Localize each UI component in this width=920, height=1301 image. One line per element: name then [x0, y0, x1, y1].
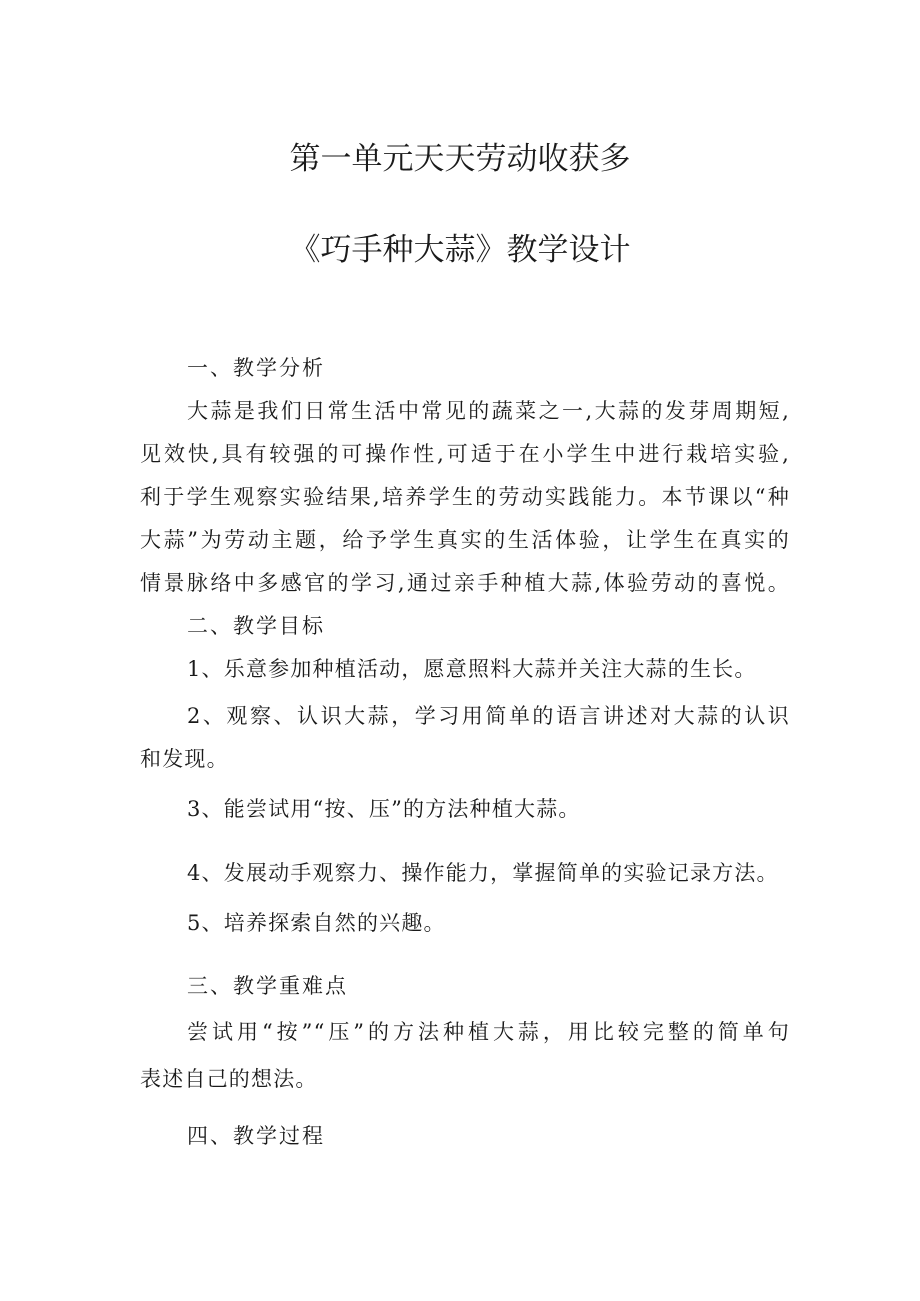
- paragraph-line: 大蒜是我们日常生活中常见的蔬菜之一,大蒜的发芽周期短,: [187, 399, 790, 423]
- section-heading-key-points: 三、教学重难点: [187, 974, 348, 998]
- goal-item: 2、观察、认识大蒜，学习用简单的语言讲述对大蒜的认识: [187, 704, 790, 728]
- goal-item: 4、发展动手观察力、操作能力，掌握简单的实验记录方法。: [187, 861, 779, 885]
- document-title-lesson: 《巧手种大蒜》教学设计: [289, 232, 631, 268]
- section-heading-goals: 二、教学目标: [187, 614, 325, 638]
- paragraph-line: 表述自己的想法。: [140, 1067, 318, 1091]
- goal-item-continuation: 和发现。: [140, 747, 229, 771]
- section-heading-analysis: 一、教学分析: [187, 356, 325, 380]
- paragraph-line: 利于学生观察实验结果,培养学生的劳动实践能力。本节课以“种: [140, 485, 790, 509]
- paragraph-line: 尝试用“按”“压”的方法种植大蒜，用比较完整的简单句: [187, 1020, 790, 1044]
- paragraph-line: 大蒜”为劳动主题，给予学生真实的生活体验，让学生在真实的: [140, 528, 790, 552]
- goal-item: 5、培养探索自然的兴趣。: [187, 911, 446, 935]
- paragraph-line: 情景脉络中多感官的学习,通过亲手种植大蒜,体验劳动的喜悦。: [140, 571, 790, 595]
- section-heading-process: 四、教学过程: [187, 1124, 325, 1148]
- goal-item: 3、能尝试用“按、压”的方法种植大蒜。: [187, 797, 581, 821]
- paragraph-line: 见效快,具有较强的可操作性,可适于在小学生中进行栽培实验,: [140, 442, 790, 466]
- document-title-unit: 第一单元天天劳动收获多: [289, 141, 631, 177]
- goal-item: 1、乐意参加种植活动，愿意照料大蒜并关注大蒜的生长。: [187, 657, 757, 681]
